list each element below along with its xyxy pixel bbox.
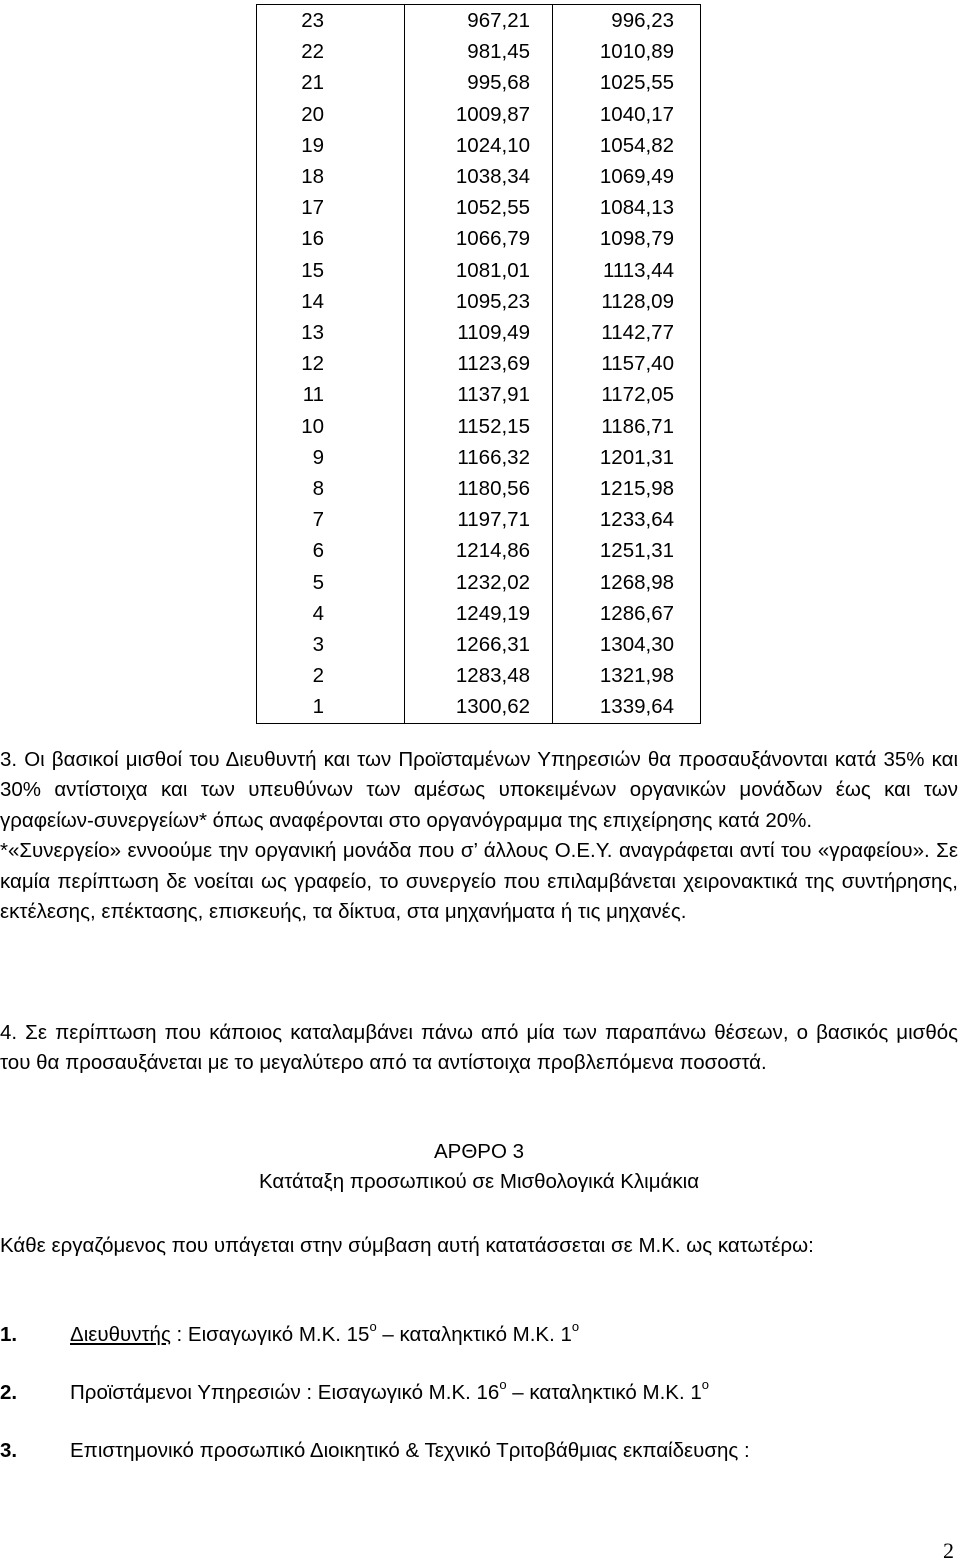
salary-value-alt-cell: 1010,89 [553, 36, 701, 67]
list-item-role: Προϊστάμενοι Υπηρεσιών [70, 1381, 301, 1404]
table-row [257, 473, 701, 504]
table-row [257, 535, 701, 566]
table-row [257, 598, 701, 629]
article-subheading: Κατάταξη προσωπικού σε Μισθολογικά Κλιμάκια [258, 1170, 700, 1193]
salary-value-alt-cell: 1233,64 [553, 504, 701, 535]
list-item-number: 3. [0, 1439, 18, 1462]
table-row [257, 67, 701, 98]
list-item-1 [0, 1319, 580, 1347]
table-row [257, 5, 701, 37]
scale-step-cell: 17 [257, 192, 405, 223]
scale-step-cell: 3 [257, 629, 405, 660]
salary-value-cell: 1123,69 [405, 348, 553, 379]
table-row [257, 504, 701, 535]
list-item-text: : Εισαγωγικό Μ.Κ. 16 [300, 1381, 500, 1404]
salary-value-cell: 1197,71 [405, 504, 553, 535]
table-row [257, 255, 701, 286]
salary-value-alt-cell: 1339,64 [553, 691, 701, 723]
paragraph-4 [0, 1018, 958, 1079]
list-item-2 [0, 1377, 709, 1405]
salary-value-alt-cell: 1201,31 [553, 442, 701, 473]
scale-step-cell: 20 [257, 99, 405, 130]
list-item-text: : Εισαγωγικό Μ.Κ. 15 [170, 1323, 370, 1346]
salary-value-alt-cell: 1113,44 [553, 255, 701, 286]
scale-step-cell: 5 [257, 567, 405, 598]
salary-value-cell: 1266,31 [405, 629, 553, 660]
intro-text: Κάθε εργαζόμενος που υπάγεται στην σύμβαση αυτή κατατάσσεται σε Μ.Κ. ως κατωτέρω: [0, 1234, 814, 1257]
table-row [257, 161, 701, 192]
salary-value-cell: 1095,23 [405, 286, 553, 317]
article-heading: ΑΡΘΡΟ 3 [433, 1140, 524, 1163]
salary-value-cell: 1214,86 [405, 535, 553, 566]
list-item-role: Διευθυντής [70, 1323, 171, 1346]
salary-value-alt-cell: 1321,98 [553, 660, 701, 691]
list-item-role: Επιστημονικό προσωπικό [70, 1439, 306, 1462]
salary-value-cell: 1081,01 [405, 255, 553, 286]
list-item-3 [0, 1439, 750, 1463]
salary-value-alt-cell: 1054,82 [553, 130, 701, 161]
table-row [257, 411, 701, 442]
salary-value-cell: 1024,10 [405, 130, 553, 161]
salary-value-alt-cell: 1069,49 [553, 161, 701, 192]
scale-step-cell: 22 [257, 36, 405, 67]
salary-value-alt-cell: 1251,31 [553, 535, 701, 566]
paragraph-3 [0, 745, 958, 927]
scale-step-cell: 8 [257, 473, 405, 504]
scale-step-cell: 19 [257, 130, 405, 161]
salary-value-alt-cell: 1186,71 [553, 411, 701, 442]
salary-value-cell: 1052,55 [405, 192, 553, 223]
salary-value-cell: 1152,15 [405, 411, 553, 442]
list-item-number: 1. [0, 1323, 18, 1346]
table-row [257, 691, 701, 723]
salary-value-cell: 1009,87 [405, 99, 553, 130]
salary-value-cell: 1249,19 [405, 598, 553, 629]
salary-value-alt-cell: 1286,67 [553, 598, 701, 629]
salary-value-cell: 1300,62 [405, 691, 553, 723]
scale-step-cell: 15 [257, 255, 405, 286]
intro-paragraph [0, 1231, 958, 1261]
salary-value-alt-cell: 1084,13 [553, 192, 701, 223]
scale-step-cell: 12 [257, 348, 405, 379]
scale-step-cell: 6 [257, 535, 405, 566]
salary-scale-table [256, 4, 701, 724]
scale-step-cell: 2 [257, 660, 405, 691]
scale-step-cell: 16 [257, 223, 405, 254]
list-item-superscript: ο [499, 1377, 507, 1392]
salary-value-alt-cell: 1098,79 [553, 223, 701, 254]
table-row [257, 99, 701, 130]
scale-step-cell: 14 [257, 286, 405, 317]
scale-step-cell: 18 [257, 161, 405, 192]
salary-value-cell: 1038,34 [405, 161, 553, 192]
table-row [257, 660, 701, 691]
salary-value-alt-cell: 1040,17 [553, 99, 701, 130]
salary-value-alt-cell: 1025,55 [553, 67, 701, 98]
salary-value-cell: 981,45 [405, 36, 553, 67]
table-row [257, 379, 701, 410]
list-item-superscript: ο [701, 1377, 709, 1392]
table-row [257, 442, 701, 473]
table-row [257, 223, 701, 254]
scale-step-cell: 13 [257, 317, 405, 348]
scale-step-cell: 7 [257, 504, 405, 535]
salary-value-cell: 995,68 [405, 67, 553, 98]
salary-value-alt-cell: 1172,05 [553, 379, 701, 410]
salary-value-alt-cell: 1128,09 [553, 286, 701, 317]
salary-value-cell: 1109,49 [405, 317, 553, 348]
salary-value-alt-cell: 1304,30 [553, 629, 701, 660]
table-row [257, 567, 701, 598]
paragraph-3-text: 3. Οι βασικοί μισθοί του Διευθυντή και των Προϊσταμένων Υπηρεσιών θα προσαυξάνονται κατά 35% και 30% αντίστοιχα και των υπευθύνων των αμέσως υποκειμένων οργανικών μονάδων έως και των γραφείων-συνεργείων* όπως αναφέρονται στο οργανόγραμμα της επιχείρησης κατά 20%. [0, 748, 958, 832]
table-row [257, 629, 701, 660]
list-item-dash: – [506, 1381, 530, 1404]
salary-value-alt-cell: 1215,98 [553, 473, 701, 504]
salary-value-cell: 967,21 [405, 5, 553, 37]
scale-step-cell: 11 [257, 379, 405, 410]
salary-value-alt-cell: 996,23 [553, 5, 701, 37]
list-item-text: Διοικητικό & Τεχνικό Τριτοβάθμιας εκπαίδευσης : [305, 1439, 750, 1462]
list-item-number: 2. [0, 1381, 18, 1404]
scale-step-cell: 10 [257, 411, 405, 442]
salary-value-cell: 1137,91 [405, 379, 553, 410]
list-item-dash: – [376, 1323, 400, 1346]
table-row [257, 348, 701, 379]
scale-step-cell: 23 [257, 5, 405, 37]
table-row [257, 130, 701, 161]
scale-step-cell: 4 [257, 598, 405, 629]
scale-step-cell: 21 [257, 67, 405, 98]
table-row [257, 286, 701, 317]
list-item-superscript: ο [369, 1319, 377, 1334]
salary-value-alt-cell: 1157,40 [553, 348, 701, 379]
salary-value-cell: 1283,48 [405, 660, 553, 691]
table-row [257, 317, 701, 348]
salary-value-alt-cell: 1142,77 [553, 317, 701, 348]
paragraph-3-note: *«Συνεργείο» εννοούμε την οργανική μονάδα που σ’ άλλους Ο.Ε.Υ. αναγράφεται αντί του «γραφείου». Σε καμία περίπτωση δε νοείται ως γραφείο, το συνεργείο που επιλαμβάνεται χειρονακτικά της συντήρησης, εκτέλεσης, επέκτασης, επισκευής, τα δίκτυα, στα μηχανήματα ή τις μηχανές. [0, 839, 958, 924]
salary-value-cell: 1066,79 [405, 223, 553, 254]
table-row [257, 192, 701, 223]
scale-step-cell: 9 [257, 442, 405, 473]
salary-value-cell: 1180,56 [405, 473, 553, 504]
salary-value-cell: 1166,32 [405, 442, 553, 473]
paragraph-4-text: 4. Σε περίπτωση που κάποιος καταλαμβάνει πάνω από μία των παραπάνω θέσεων, ο βασικός μισθός του θα προσαυξάνεται με το μεγαλύτερο από τα αντίστοιχα προβλεπόμενα ποσοστά. [0, 1021, 958, 1075]
salary-value-cell: 1232,02 [405, 567, 553, 598]
salary-value-alt-cell: 1268,98 [553, 567, 701, 598]
table-row [257, 36, 701, 67]
list-item-superscript: ο [571, 1319, 580, 1334]
page-number: 2 [943, 1538, 954, 1563]
scale-step-cell: 1 [257, 691, 405, 723]
list-item-end: καταληκτικό Μ.Κ. 1 [399, 1323, 572, 1346]
list-item-end: καταληκτικό Μ.Κ. 1 [529, 1381, 702, 1404]
